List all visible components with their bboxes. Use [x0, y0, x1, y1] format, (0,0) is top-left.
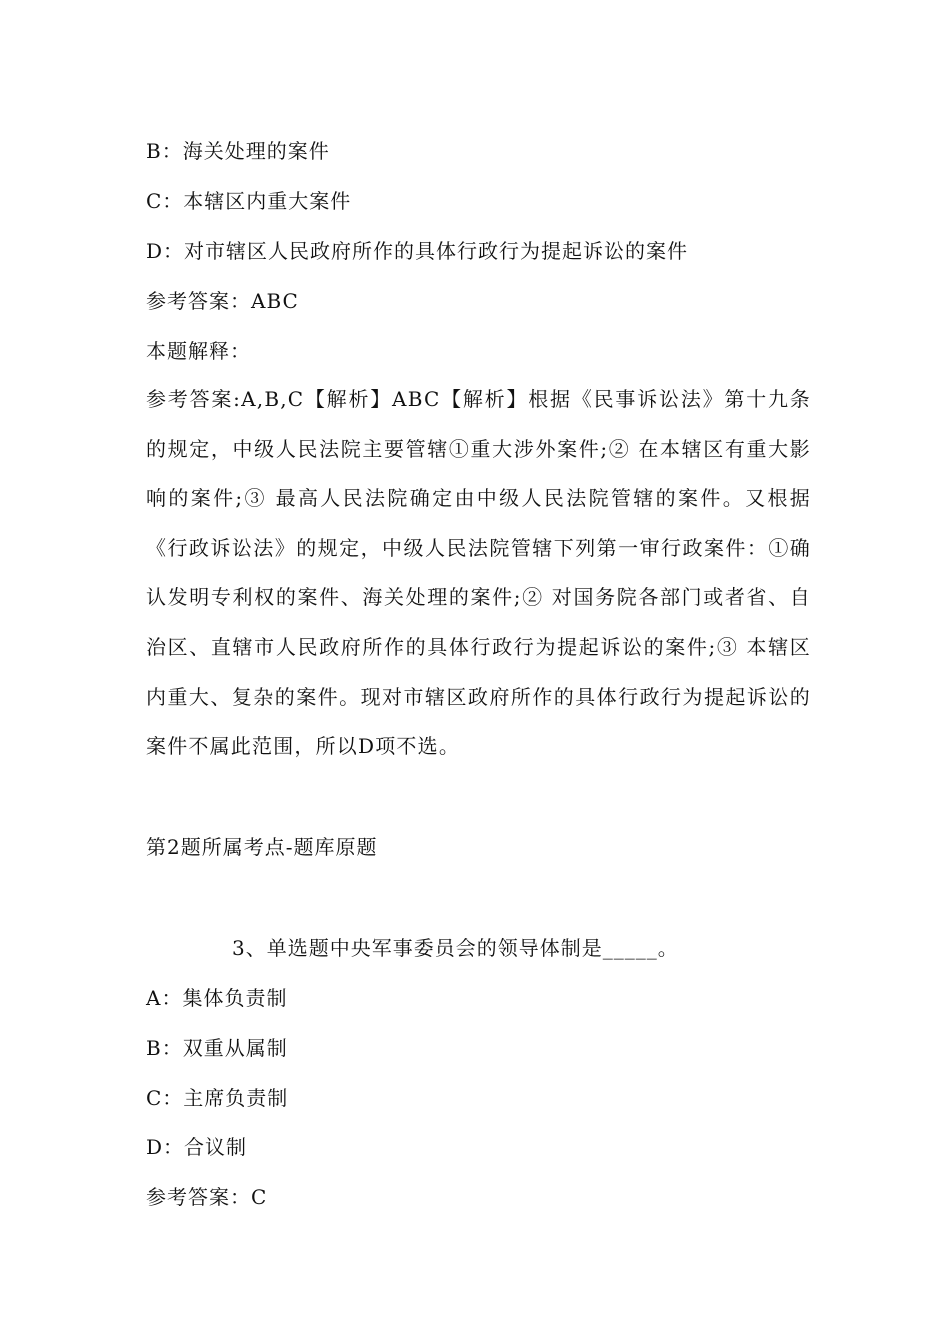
question-2-option-b: B：海关处理的案件	[146, 139, 330, 163]
question-2-answer: 参考答案：ABC	[146, 289, 299, 313]
question-3-option-a: A：集体负责制	[146, 986, 288, 1010]
question-2-explanation-text: 参考答案:A,B,C【解析】ABC【解析】根据《民事诉讼法》第十九条的规定，中级人民法院主要管辖①重大涉外案件;② 在本辖区有重大影响的案件;③ 最高人民法院确定由中级人民法院管辖的案件。又根据《行政诉讼法》的规定，中级人民法院管辖下列第一审行政案件：①确认发明专利权的案件、海关处理的案件;② 对国务院各部门或者省、自治区、直辖市人民政府所作的具体行政行为提起诉讼的案件;③ 本辖区内重大、复杂的案件。现对市辖区政府所作的具体行政行为提起诉讼的案件不属此范围，所以D项不选。	[146, 387, 811, 759]
question-3-option-d: D：合议制	[146, 1135, 248, 1159]
question-3-option-b: B：双重从属制	[146, 1036, 288, 1060]
question-3-option-c: C：主席负责制	[146, 1086, 289, 1110]
question-2-option-d: D：对市辖区人民政府所作的具体行政行为提起诉讼的案件	[146, 239, 689, 263]
question-2-option-c: C：本辖区内重大案件	[146, 189, 352, 213]
question-3-answer: 参考答案：C	[146, 1185, 268, 1209]
question-2-source: 第2题所属考点-题库原题	[146, 835, 378, 859]
question-2-explanation-label: 本题解释：	[146, 339, 251, 363]
question-3-title: 3、单选题中央军事委员会的领导体制是_____。	[232, 936, 679, 960]
